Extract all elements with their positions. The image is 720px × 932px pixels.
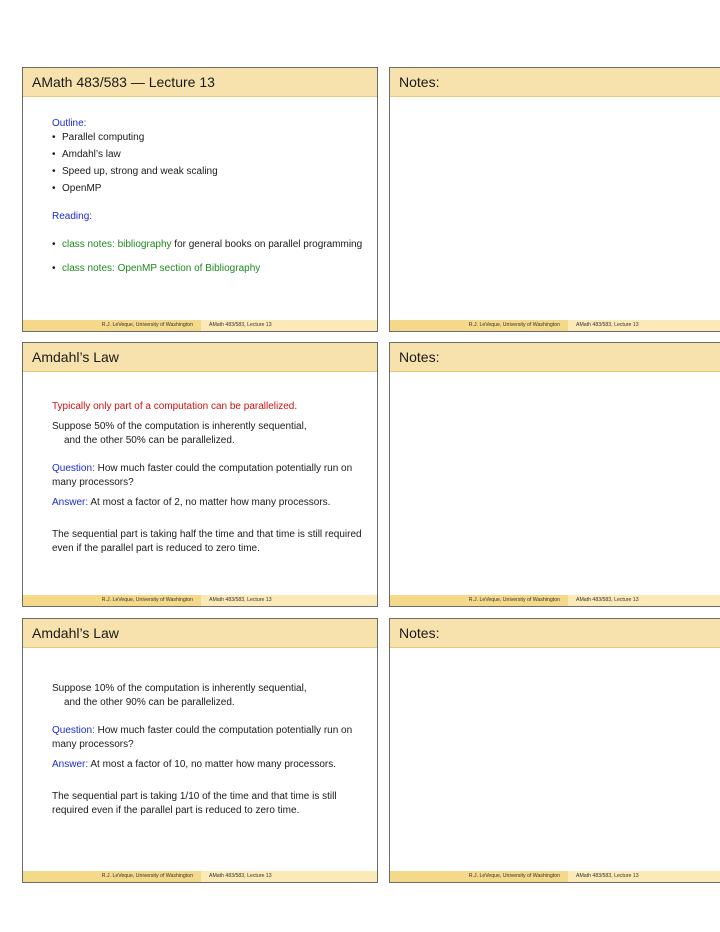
slide-footer — [23, 595, 377, 606]
footer-course: AMath 483/583, Lecture 13 — [201, 320, 377, 331]
notes-title: Notes: — [390, 619, 720, 648]
footer-author: R.J. LeVeque, University of Washington — [390, 320, 568, 331]
explanation: The sequential part is taking half the time and that time is still required even if the parallel part is reduced to zero time. — [52, 529, 362, 554]
question — [52, 724, 363, 752]
slide-content — [52, 682, 363, 818]
slide-footer — [390, 871, 720, 882]
footer-author: R.J. LeVeque, University of Washington — [390, 871, 568, 882]
list-item: • OpenMP — [52, 182, 363, 196]
question — [52, 462, 363, 490]
notes-slide — [389, 342, 720, 607]
question-label: Question: — [52, 463, 95, 474]
openmp-bibliography-link[interactable]: class notes: OpenMP section of Bibliography — [62, 263, 261, 274]
outline-label: Outline: — [52, 118, 87, 129]
notes-title: Notes: — [390, 343, 720, 372]
slide-content — [52, 400, 363, 556]
slide-content — [52, 117, 363, 276]
question-text: How much faster could the computation potentially run on many processors? — [52, 725, 353, 750]
answer-label: Answer: — [52, 759, 89, 770]
list-item: • Speed up, strong and weak scaling — [52, 165, 363, 179]
suppose-line-1: Suppose 50% of the computation is inherently sequential, — [52, 421, 307, 432]
footer-course: AMath 483/583, Lecture 13 — [201, 871, 377, 882]
footer-course: AMath 483/583, Lecture 13 — [568, 320, 720, 331]
notes-slide — [389, 618, 720, 883]
footer-author: R.J. LeVeque, University of Washington — [23, 595, 201, 606]
notes-slide — [389, 67, 720, 332]
reading-label: Reading: — [52, 211, 93, 222]
footer-author: R.J. LeVeque, University of Washington — [23, 871, 201, 882]
answer-label: Answer: — [52, 497, 89, 508]
footer-author: R.J. LeVeque, University of Washington — [23, 320, 201, 331]
suppose-line-2: and the other 90% can be parallelized. — [64, 697, 235, 708]
question-label: Question: — [52, 725, 95, 736]
slide-title: Amdahl’s Law — [23, 343, 377, 372]
answer-text: At most a factor of 10, no matter how many processors. — [88, 759, 337, 770]
list-item — [52, 262, 363, 276]
bibliography-link[interactable]: class notes: bibliography — [62, 239, 172, 250]
intro-text: Typically only part of a computation can be parallelized. — [52, 401, 298, 412]
footer-course: AMath 483/583, Lecture 13 — [568, 595, 720, 606]
slide-amdahls-law-50 — [22, 342, 378, 607]
slide-lecture-13 — [22, 67, 378, 332]
slide-amdahls-law-10 — [22, 618, 378, 883]
reading-list — [52, 238, 363, 276]
slide-title: AMath 483/583 — Lecture 13 — [23, 68, 377, 97]
answer — [52, 496, 363, 510]
suppose-line-2: and the other 50% can be parallelized. — [64, 435, 235, 446]
reading-item-text: for general books on parallel programming — [171, 239, 363, 250]
slide-footer — [390, 320, 720, 331]
list-item: • Amdahl’s law — [52, 148, 363, 162]
slide-footer — [390, 595, 720, 606]
suppose-line-1: Suppose 10% of the computation is inherently sequential, — [52, 683, 307, 694]
explanation: The sequential part is taking 1/10 of the time and that time is still required even if the parallel part is reduced to zero time. — [52, 791, 337, 816]
outline-list — [52, 131, 363, 196]
slide-footer — [23, 320, 377, 331]
list-item — [52, 238, 363, 252]
slide-title: Amdahl’s Law — [23, 619, 377, 648]
footer-course: AMath 483/583, Lecture 13 — [201, 595, 377, 606]
list-item: • Parallel computing — [52, 131, 363, 145]
footer-course: AMath 483/583, Lecture 13 — [568, 871, 720, 882]
answer — [52, 758, 363, 772]
footer-author: R.J. LeVeque, University of Washington — [390, 595, 568, 606]
question-text: How much faster could the computation potentially run on many processors? — [52, 463, 353, 488]
answer-text: At most a factor of 2, no matter how many processors. — [88, 497, 331, 508]
notes-title: Notes: — [390, 68, 720, 97]
slide-footer — [23, 871, 377, 882]
